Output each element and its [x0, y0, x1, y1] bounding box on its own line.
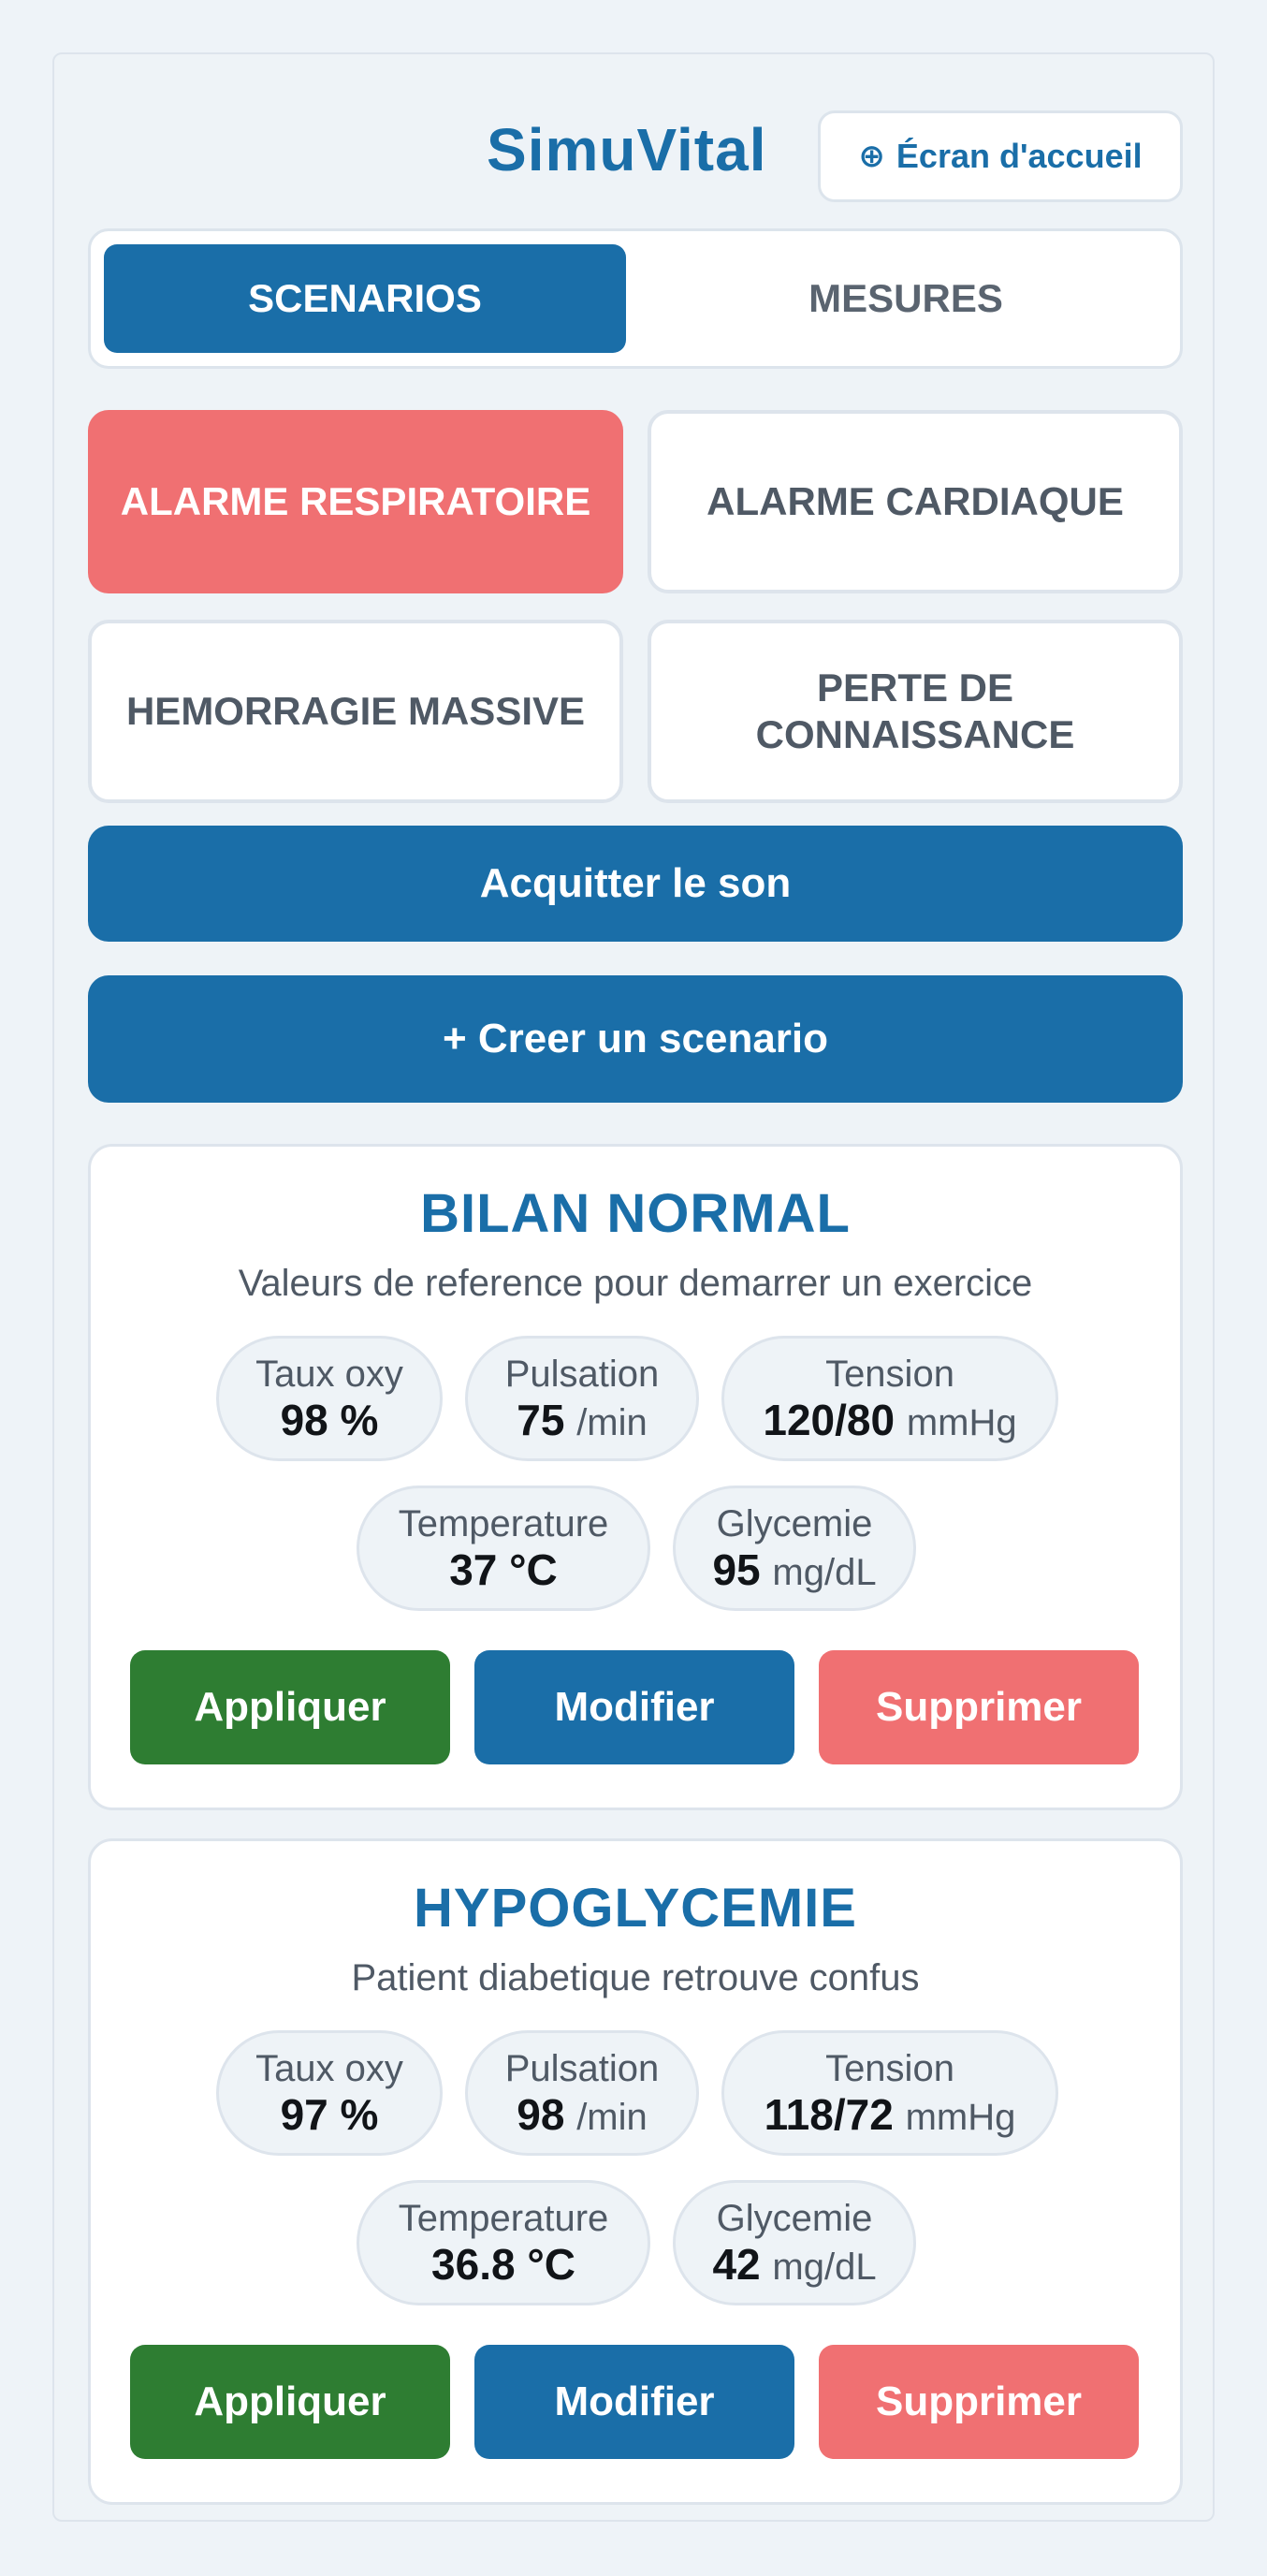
metric-blood-pressure — [721, 2030, 1058, 2156]
app-container — [52, 52, 1215, 2522]
metric-label: Tension — [825, 2047, 954, 2089]
metric-value: 42 — [712, 2239, 761, 2289]
metric-spo2 — [216, 1336, 443, 1461]
metric-value: 75 — [517, 1395, 565, 1444]
metric-value: 37 — [449, 1544, 498, 1594]
metric-label: Glycemie — [716, 1502, 873, 1544]
edit-button[interactable]: Modifier — [474, 1650, 794, 1764]
metric-value: 97 — [280, 2089, 328, 2139]
metric-value: 98 — [517, 2089, 565, 2139]
metric-label: Pulsation — [504, 1353, 660, 1395]
metric-pulse — [465, 1336, 699, 1461]
metric-label: Taux oxy — [255, 2047, 403, 2089]
metric-label: Temperature — [398, 1502, 609, 1544]
metric-spo2 — [216, 2030, 443, 2156]
tab-mesures[interactable]: MESURES — [808, 276, 1003, 320]
card-title: HYPOGLYCEMIE — [414, 1878, 857, 1939]
metric-glycemia — [673, 1486, 916, 1611]
metric-value: 120/80 — [763, 1395, 896, 1444]
scenario-card — [88, 1838, 1183, 2505]
metric-value: 36.8 — [431, 2239, 516, 2289]
tab-bar — [88, 228, 1183, 369]
card-title: BILAN NORMAL — [420, 1183, 851, 1244]
metric-value: 118/72 — [764, 2089, 894, 2139]
card-description: Patient diabetique retrouve confus — [351, 1957, 920, 1998]
metric-pulse — [465, 2030, 699, 2156]
scenario-massive-hemorrhage-button[interactable]: HEMORRAGIE MASSIVE — [88, 620, 623, 803]
metric-unit: °C — [509, 1544, 558, 1594]
apply-button[interactable]: Appliquer — [130, 1650, 450, 1764]
app-title: SimuVital — [487, 116, 767, 183]
apply-button[interactable]: Appliquer — [130, 2345, 450, 2459]
metric-unit: mg/dL — [772, 2246, 877, 2288]
metric-glycemia — [673, 2180, 916, 2305]
metric-temperature — [357, 2180, 650, 2305]
metric-unit: % — [340, 1395, 379, 1444]
metric-unit: mg/dL — [772, 1551, 877, 1593]
delete-button[interactable]: Supprimer — [819, 1650, 1139, 1764]
tab-scenarios[interactable]: SCENARIOS — [104, 244, 626, 353]
metric-value: 95 — [712, 1544, 761, 1594]
scenario-cardiac-alarm-button[interactable]: ALARME CARDIAQUE — [648, 410, 1183, 593]
metric-label: Tension — [825, 1353, 954, 1395]
scenario-respiratory-alarm-button[interactable]: ALARME RESPIRATOIRE — [88, 410, 623, 593]
metric-label: Pulsation — [504, 2047, 660, 2089]
add-circle-icon: ⊕ — [858, 139, 885, 174]
metric-unit: % — [340, 2089, 379, 2139]
create-scenario-button[interactable]: + Creer un scenario — [88, 975, 1183, 1103]
home-screen-label: Écran d'accueil — [896, 137, 1143, 175]
metric-unit: mmHg — [906, 1401, 1017, 1443]
scenario-card — [88, 1144, 1183, 1810]
metric-unit: /min — [576, 1401, 648, 1443]
metric-blood-pressure — [721, 1336, 1058, 1461]
metric-label: Glycemie — [716, 2197, 873, 2239]
metric-unit: /min — [576, 2096, 648, 2138]
metric-temperature — [357, 1486, 650, 1611]
edit-button[interactable]: Modifier — [474, 2345, 794, 2459]
home-screen-button[interactable] — [818, 110, 1183, 202]
acknowledge-sound-button[interactable]: Acquitter le son — [88, 826, 1183, 942]
card-description: Valeurs de reference pour demarrer un exercice — [238, 1263, 1033, 1304]
scenario-loss-of-consciousness-button[interactable]: PERTE DE CONNAISSANCE — [648, 620, 1183, 803]
metric-value: 98 — [280, 1395, 328, 1444]
metric-unit: °C — [527, 2239, 575, 2289]
metric-label: Taux oxy — [255, 1353, 403, 1395]
delete-button[interactable]: Supprimer — [819, 2345, 1139, 2459]
metric-label: Temperature — [398, 2197, 609, 2239]
metric-unit: mmHg — [905, 2096, 1016, 2138]
